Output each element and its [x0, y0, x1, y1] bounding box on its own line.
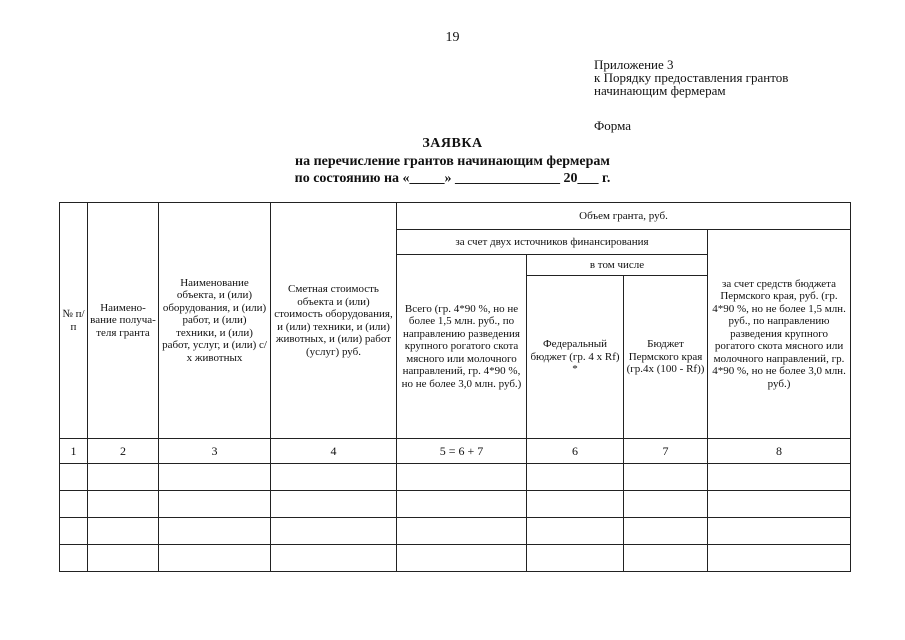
table-cell[interactable]: [397, 491, 527, 518]
table-cell[interactable]: [271, 518, 397, 545]
table-cell[interactable]: [159, 545, 271, 572]
column-number: 1: [60, 439, 88, 464]
table-cell[interactable]: [88, 545, 159, 572]
table-cell[interactable]: [708, 545, 851, 572]
header-regional-budget: за счет средств бюджета Пермского края, руб. (гр. 4*90 %, но не более 1,5 млн. руб., по направлению разведения крупного рогатого скота мясного или молочного направлений, гр. 4*90 %, но не более 3,0 млн. руб.): [708, 230, 851, 439]
table-cell[interactable]: [60, 545, 88, 572]
table-cell[interactable]: [271, 545, 397, 572]
header-grant-volume: Объем гранта, руб.: [397, 203, 851, 230]
column-number: 3: [159, 439, 271, 464]
form-label: Форма: [594, 118, 631, 133]
document-title: ЗАЯВКА: [422, 136, 483, 151]
header-perm-budget: Бюджет Пермского края (гр.4х (100 - Rf)): [624, 276, 708, 439]
header-federal-budget: Федеральный бюджет (гр. 4 х Rf) *: [527, 276, 624, 439]
appendix-line-3: начинающим фермерам: [594, 83, 726, 98]
column-number: 4: [271, 439, 397, 464]
column-number: 6: [527, 439, 624, 464]
table-cell[interactable]: [88, 518, 159, 545]
header-object-name: Наименование объекта, и (или) оборудования, и (или) работ, и (или) техники, и (или) работ, услуг, и (или) с/х животных: [159, 203, 271, 439]
table-row: [60, 518, 851, 545]
table-cell[interactable]: [271, 491, 397, 518]
table-row: [60, 491, 851, 518]
table-cell[interactable]: [60, 518, 88, 545]
table-cell[interactable]: [397, 545, 527, 572]
table-row: [60, 464, 851, 491]
table-cell[interactable]: [60, 491, 88, 518]
header-two-sources: за счет двух источников финансирования: [397, 230, 708, 255]
table-cell[interactable]: [527, 491, 624, 518]
table-cell[interactable]: [527, 464, 624, 491]
table-cell[interactable]: [527, 518, 624, 545]
table-cell[interactable]: [624, 545, 708, 572]
header-recipient-name: Наимено-вание получа-теля гранта: [88, 203, 159, 439]
document-subtitle: на перечисление грантов начинающим фермерам: [295, 154, 610, 169]
table-cell[interactable]: [271, 464, 397, 491]
column-number: 8: [708, 439, 851, 464]
grant-request-table: [59, 202, 851, 572]
column-number: 2: [88, 439, 159, 464]
header-row-number: № п/п: [60, 203, 88, 439]
table-cell[interactable]: [159, 491, 271, 518]
column-number: 7: [624, 439, 708, 464]
table-row: [60, 545, 851, 572]
table-cell[interactable]: [159, 464, 271, 491]
header-total: Всего (гр. 4*90 %, но не более 1,5 млн. руб., по направлению разведения крупного рогатого скота мясного или молочного направлений, гр. 4*90 %, но не более 3,0 млн. руб.): [397, 255, 527, 439]
appendix-line-1: Приложение 3: [594, 57, 674, 72]
table-cell[interactable]: [88, 491, 159, 518]
header-including: в том числе: [527, 255, 708, 276]
page-number: 19: [445, 30, 460, 45]
header-estimated-cost: Сметная стоимость объекта и (или) стоимость оборудования, и (или) техники, и (или) животных, и (или) работ (услуг) руб.: [271, 203, 397, 439]
appendix-note: [594, 58, 788, 97]
column-number: 5 = 6 + 7: [397, 439, 527, 464]
table-cell[interactable]: [708, 491, 851, 518]
table-cell[interactable]: [527, 545, 624, 572]
document-date-line: по состоянию на «_____» _______________ 20___ г.: [294, 171, 611, 186]
table-cell[interactable]: [624, 464, 708, 491]
table-cell[interactable]: [708, 518, 851, 545]
table-cell[interactable]: [708, 464, 851, 491]
table-cell[interactable]: [397, 518, 527, 545]
table-cell[interactable]: [624, 491, 708, 518]
table-cell[interactable]: [624, 518, 708, 545]
table-cell[interactable]: [159, 518, 271, 545]
table-cell[interactable]: [88, 464, 159, 491]
table-cell[interactable]: [397, 464, 527, 491]
column-number-row: [60, 439, 851, 464]
appendix-line-2: к Порядку предоставления грантов: [594, 70, 789, 85]
table-cell[interactable]: [60, 464, 88, 491]
